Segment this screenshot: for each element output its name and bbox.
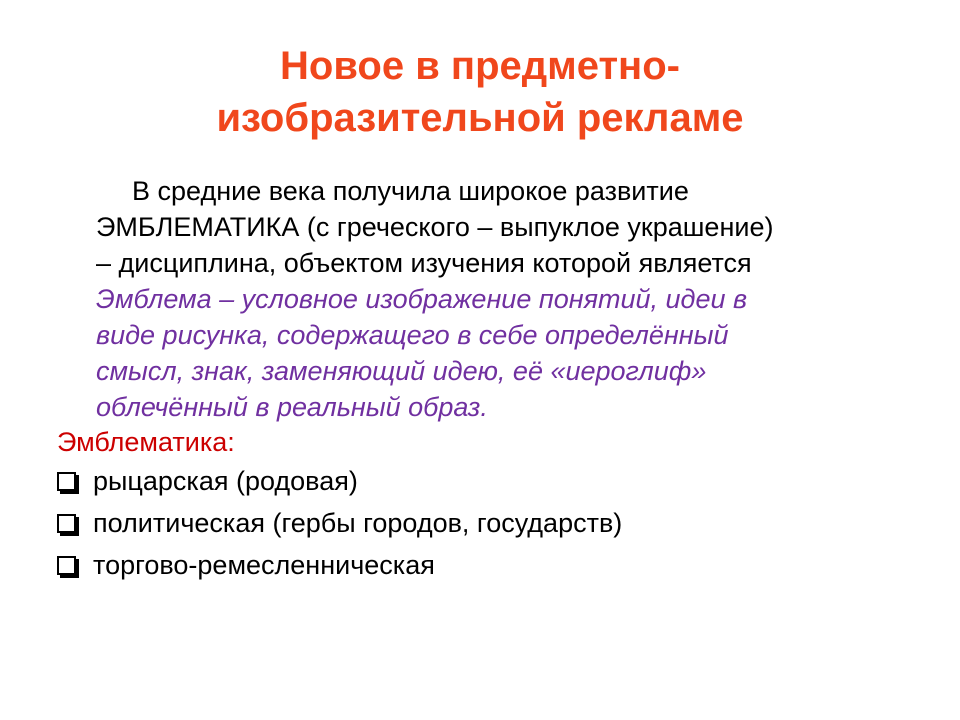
intro-paragraph — [96, 173, 916, 425]
slide-title — [0, 40, 960, 144]
paragraph-line-1: В средние века получила широкое развитие — [132, 176, 689, 206]
list-item-label: политическая (гербы городов, государств) — [93, 508, 623, 538]
checkbox-bullet-icon — [57, 556, 76, 575]
checkbox-bullet-icon — [57, 472, 76, 491]
definition-line-1: Эмблема – условное изображение понятий, идеи в — [96, 284, 748, 314]
list-item-label: рыцарская (родовая) — [93, 466, 358, 496]
checkbox-bullet-icon — [57, 514, 76, 533]
emblematics-list — [57, 460, 917, 586]
title-line-1: Новое в предметно- — [280, 44, 680, 88]
paragraph-line-2: ЭМБЛЕМАТИКА (с греческого – выпуклое украшение) — [96, 212, 774, 242]
definition-line-2: виде рисунка, содержащего в себе определённый — [96, 320, 729, 350]
emblematics-heading: Эмблематика: — [57, 427, 235, 457]
title-line-2: изобразительной рекламе — [216, 96, 744, 140]
paragraph-line-3: – дисциплина, объектом изучения которой является — [96, 248, 752, 278]
list-item-label: торгово-ремесленническая — [93, 550, 435, 580]
list-item — [57, 544, 917, 586]
definition-line-4: облечённый в реальный образ. — [96, 392, 488, 422]
list-item — [57, 460, 917, 502]
list-item — [57, 502, 917, 544]
definition-line-3: смысл, знак, заменяющий идею, её «иероглиф» — [96, 356, 707, 386]
